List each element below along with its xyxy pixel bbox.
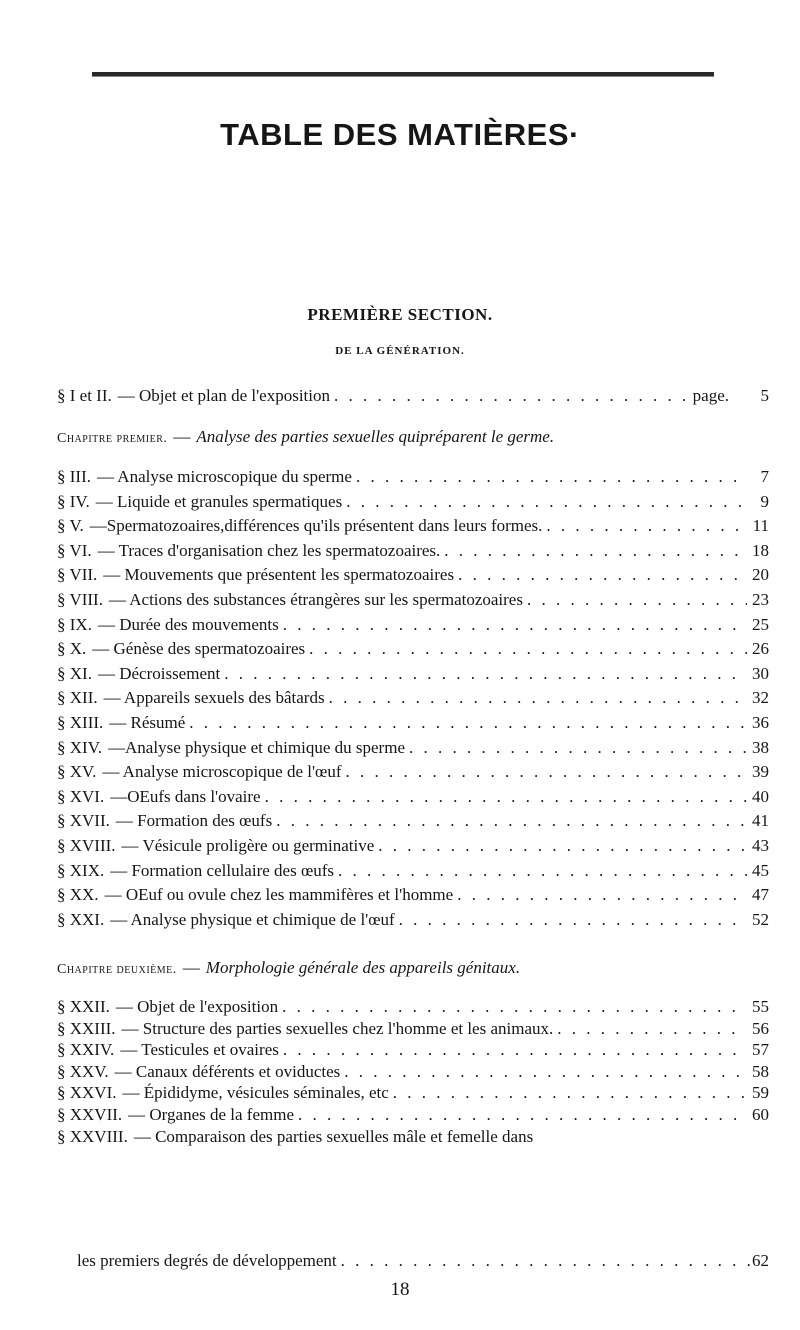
- entry-page: 30: [752, 663, 769, 683]
- section-subheading: DE LA GÉNÉRATION.: [335, 345, 465, 357]
- chapter-heading-1: [57, 427, 769, 447]
- dot-leader: [272, 811, 747, 831]
- entry-title: — Canaux déférents et oviductes: [114, 1061, 341, 1081]
- toc-entry: [57, 762, 769, 788]
- entry-section-number: § XXV.: [57, 1061, 109, 1081]
- entry-page: 7: [760, 467, 769, 486]
- entry-page: 59: [752, 1083, 769, 1103]
- toc-entry: [57, 688, 769, 714]
- dot-leader: [389, 1083, 747, 1103]
- entry-title: les premiers degrés de développement: [77, 1251, 337, 1270]
- entry-section-number: § XI.: [57, 663, 92, 683]
- dot-leader: [453, 885, 747, 905]
- entry-title: — Liquide et granules spermatiques: [95, 491, 343, 511]
- entry-page: 41: [752, 811, 769, 831]
- toc-entry: [57, 516, 769, 542]
- entry-section-number: § XVII.: [57, 811, 110, 831]
- entry-page: 43: [752, 836, 769, 855]
- page-title: TABLE DES MATIÈRES·: [220, 117, 580, 152]
- dot-leader: [440, 541, 747, 561]
- entry-title: —OEufs dans l'ovaire: [110, 786, 261, 806]
- entry-page: 55: [752, 997, 769, 1016]
- entry-title: — Objet et plan de l'exposition: [117, 386, 330, 405]
- dot-leader: [279, 615, 747, 635]
- dot-leader: [185, 713, 747, 733]
- entry-section-number: § XIV.: [57, 737, 103, 757]
- chapter-dash: —: [173, 427, 191, 446]
- toc-entry: [57, 738, 769, 764]
- entry-page: 47: [752, 885, 769, 905]
- entry-page: 23: [752, 590, 769, 609]
- chapter-subject: Analyse des parties sexuelles quipréparent le germe.: [196, 427, 555, 446]
- dot-leader: [334, 861, 747, 881]
- toc-entry: [57, 664, 769, 690]
- toc-entry: [57, 590, 769, 616]
- entry-page: 52: [752, 909, 769, 929]
- entry-title: — Génèse des spermatozoaires: [92, 639, 306, 659]
- entry-section-number: § VIII.: [57, 590, 103, 609]
- entry-title: — Objet de l'exposition: [115, 997, 279, 1016]
- entry-section-number: § VI.: [57, 540, 92, 560]
- dot-leader: [523, 590, 747, 610]
- entry-page: 39: [752, 762, 769, 782]
- dot-leader: [374, 836, 747, 856]
- entry-page: 36: [752, 713, 769, 732]
- entry-title: — Formation des œufs: [115, 811, 273, 831]
- entry-section-number: § XXVII.: [57, 1105, 123, 1124]
- entry-page: 18: [752, 540, 769, 560]
- dot-leader: [325, 688, 747, 708]
- chapter-dash: —: [182, 958, 200, 977]
- entry-title: — Actions des substances étrangères sur les spermatozoaires: [108, 590, 523, 609]
- dot-leader: [405, 738, 747, 758]
- dot-leader: [261, 787, 747, 807]
- entry-title: — Analyse microscopique du sperme: [96, 467, 352, 486]
- dot-leader: [352, 467, 747, 487]
- toc-entry: [57, 836, 769, 862]
- entry-section-number: § XIX.: [57, 860, 105, 880]
- toc-entry: [57, 861, 769, 887]
- entry-section-number: § XXIV.: [57, 1040, 115, 1060]
- entry-section-number: § III.: [57, 467, 91, 486]
- entry-section-number: § XXVIII.: [57, 1126, 128, 1146]
- page-word: page.: [692, 386, 729, 405]
- entry-page: 58: [752, 1061, 769, 1081]
- entry-page: 62: [752, 1251, 769, 1270]
- entry-title: — Organes de la femme: [128, 1105, 295, 1124]
- entry-title: — Analyse physique et chimique de l'œuf: [110, 909, 395, 929]
- section-heading: PREMIÈRE SECTION.: [307, 305, 493, 324]
- dot-leader: [340, 1062, 747, 1082]
- entry-title: — Structure des parties sexuelles chez l'homme et les animaux.: [121, 1018, 554, 1038]
- toc-entry: [57, 467, 769, 493]
- entry-page: 20: [752, 565, 769, 585]
- entry-section-number: § X.: [57, 639, 87, 659]
- toc-entry: [57, 713, 769, 739]
- dot-leader: [220, 664, 747, 684]
- entry-section-number: § XX.: [57, 885, 99, 905]
- toc-entry-intro: [57, 386, 769, 412]
- dot-leader: [395, 910, 747, 930]
- dot-leader: [279, 1040, 747, 1060]
- entry-title: — Analyse microscopique de l'œuf: [102, 762, 342, 782]
- toc-entry: [57, 541, 769, 567]
- dot-leader: [294, 1105, 747, 1125]
- entry-title: — Appareils sexuels des bâtards: [103, 688, 325, 708]
- entry-page: 56: [752, 1018, 769, 1038]
- entry-title: — Vésicule proligère ou germinative: [121, 836, 375, 855]
- entry-title: — Traces d'organisation chez les spermatozoaires.: [97, 540, 441, 560]
- entry-section-number: § V.: [57, 516, 84, 536]
- entry-page: 9: [760, 491, 769, 511]
- entry-title: — Testicules et ovaires: [120, 1040, 279, 1060]
- entry-page: 60: [752, 1105, 769, 1124]
- chapter-label: Chapitre deuxième.: [57, 962, 177, 977]
- entry-page: 26: [752, 639, 769, 659]
- entry-title: — Résumé: [109, 713, 186, 732]
- entry-section-number: § XVIII.: [57, 836, 116, 855]
- dot-leader: [330, 386, 693, 406]
- entry-page: 40: [752, 786, 769, 806]
- entry-title: —Spermatozoaires,différences qu'ils présentent dans leurs formes.: [89, 516, 543, 536]
- entry-section-number: § XVI.: [57, 786, 105, 806]
- toc-entry: [57, 492, 769, 518]
- dot-leader: [278, 997, 747, 1017]
- entry-section-number: § XXI.: [57, 909, 105, 929]
- chapter-label: Chapitre premier.: [57, 431, 168, 446]
- entry-section-number: § XII.: [57, 688, 98, 708]
- entry-section-number: § XIII.: [57, 713, 104, 732]
- entry-title: — Comparaison des parties sexuelles mâle et femelle dans: [133, 1126, 534, 1146]
- dot-leader: [337, 1251, 752, 1271]
- entry-section-number: § XXVI.: [57, 1083, 117, 1103]
- entry-page: 32: [752, 688, 769, 708]
- entry-title: —Analyse physique et chimique du sperme: [108, 737, 405, 757]
- entry-page: 25: [752, 614, 769, 634]
- dot-leader: [454, 565, 747, 585]
- entry-page: 38: [752, 737, 769, 757]
- toc-entry-continuation: [77, 1251, 769, 1277]
- chapter-subject: Morphologie générale des appareils génitaux.: [205, 958, 521, 977]
- dot-leader: [305, 639, 747, 659]
- entry-section-number: § VII.: [57, 565, 98, 585]
- entry-section-number: § XXII.: [57, 997, 110, 1016]
- dot-leader: [553, 1019, 747, 1039]
- top-rule: [92, 72, 714, 77]
- entry-title: — Épididyme, vésicules séminales, etc: [122, 1083, 389, 1103]
- entry-page: 57: [752, 1040, 769, 1060]
- toc-entry: [57, 639, 769, 665]
- signature-mark: 18: [390, 1279, 410, 1300]
- entry-section-number: § IX.: [57, 614, 92, 634]
- toc-entry: [57, 1127, 769, 1153]
- entry-title: — Formation cellulaire des œufs: [110, 860, 334, 880]
- dot-leader: [342, 492, 747, 512]
- entry-title: — OEuf ou ovule chez les mammifères et l'homme: [104, 885, 454, 905]
- entry-section-number: § IV.: [57, 491, 90, 511]
- dot-leader: [542, 516, 747, 536]
- entry-title: — Décroissement: [97, 663, 221, 683]
- entry-section-number: § I et II.: [57, 386, 112, 405]
- dot-leader: [342, 762, 748, 782]
- entry-section-number: § XXIII.: [57, 1018, 116, 1038]
- entry-page: 5: [760, 386, 769, 405]
- entry-title: — Mouvements que présentent les spermatozoaires: [103, 565, 455, 585]
- toc-entry: [57, 565, 769, 591]
- toc-entry: [57, 910, 769, 936]
- entry-section-number: § XV.: [57, 762, 97, 782]
- toc-entry: [57, 615, 769, 641]
- toc-entry: [57, 787, 769, 813]
- chapter-heading-2: [57, 958, 769, 978]
- entry-page: 11: [752, 516, 769, 536]
- toc-entry: [57, 811, 769, 837]
- entry-page: 45: [752, 860, 769, 880]
- entry-title: — Durée des mouvements: [97, 614, 279, 634]
- toc-entry: [57, 885, 769, 911]
